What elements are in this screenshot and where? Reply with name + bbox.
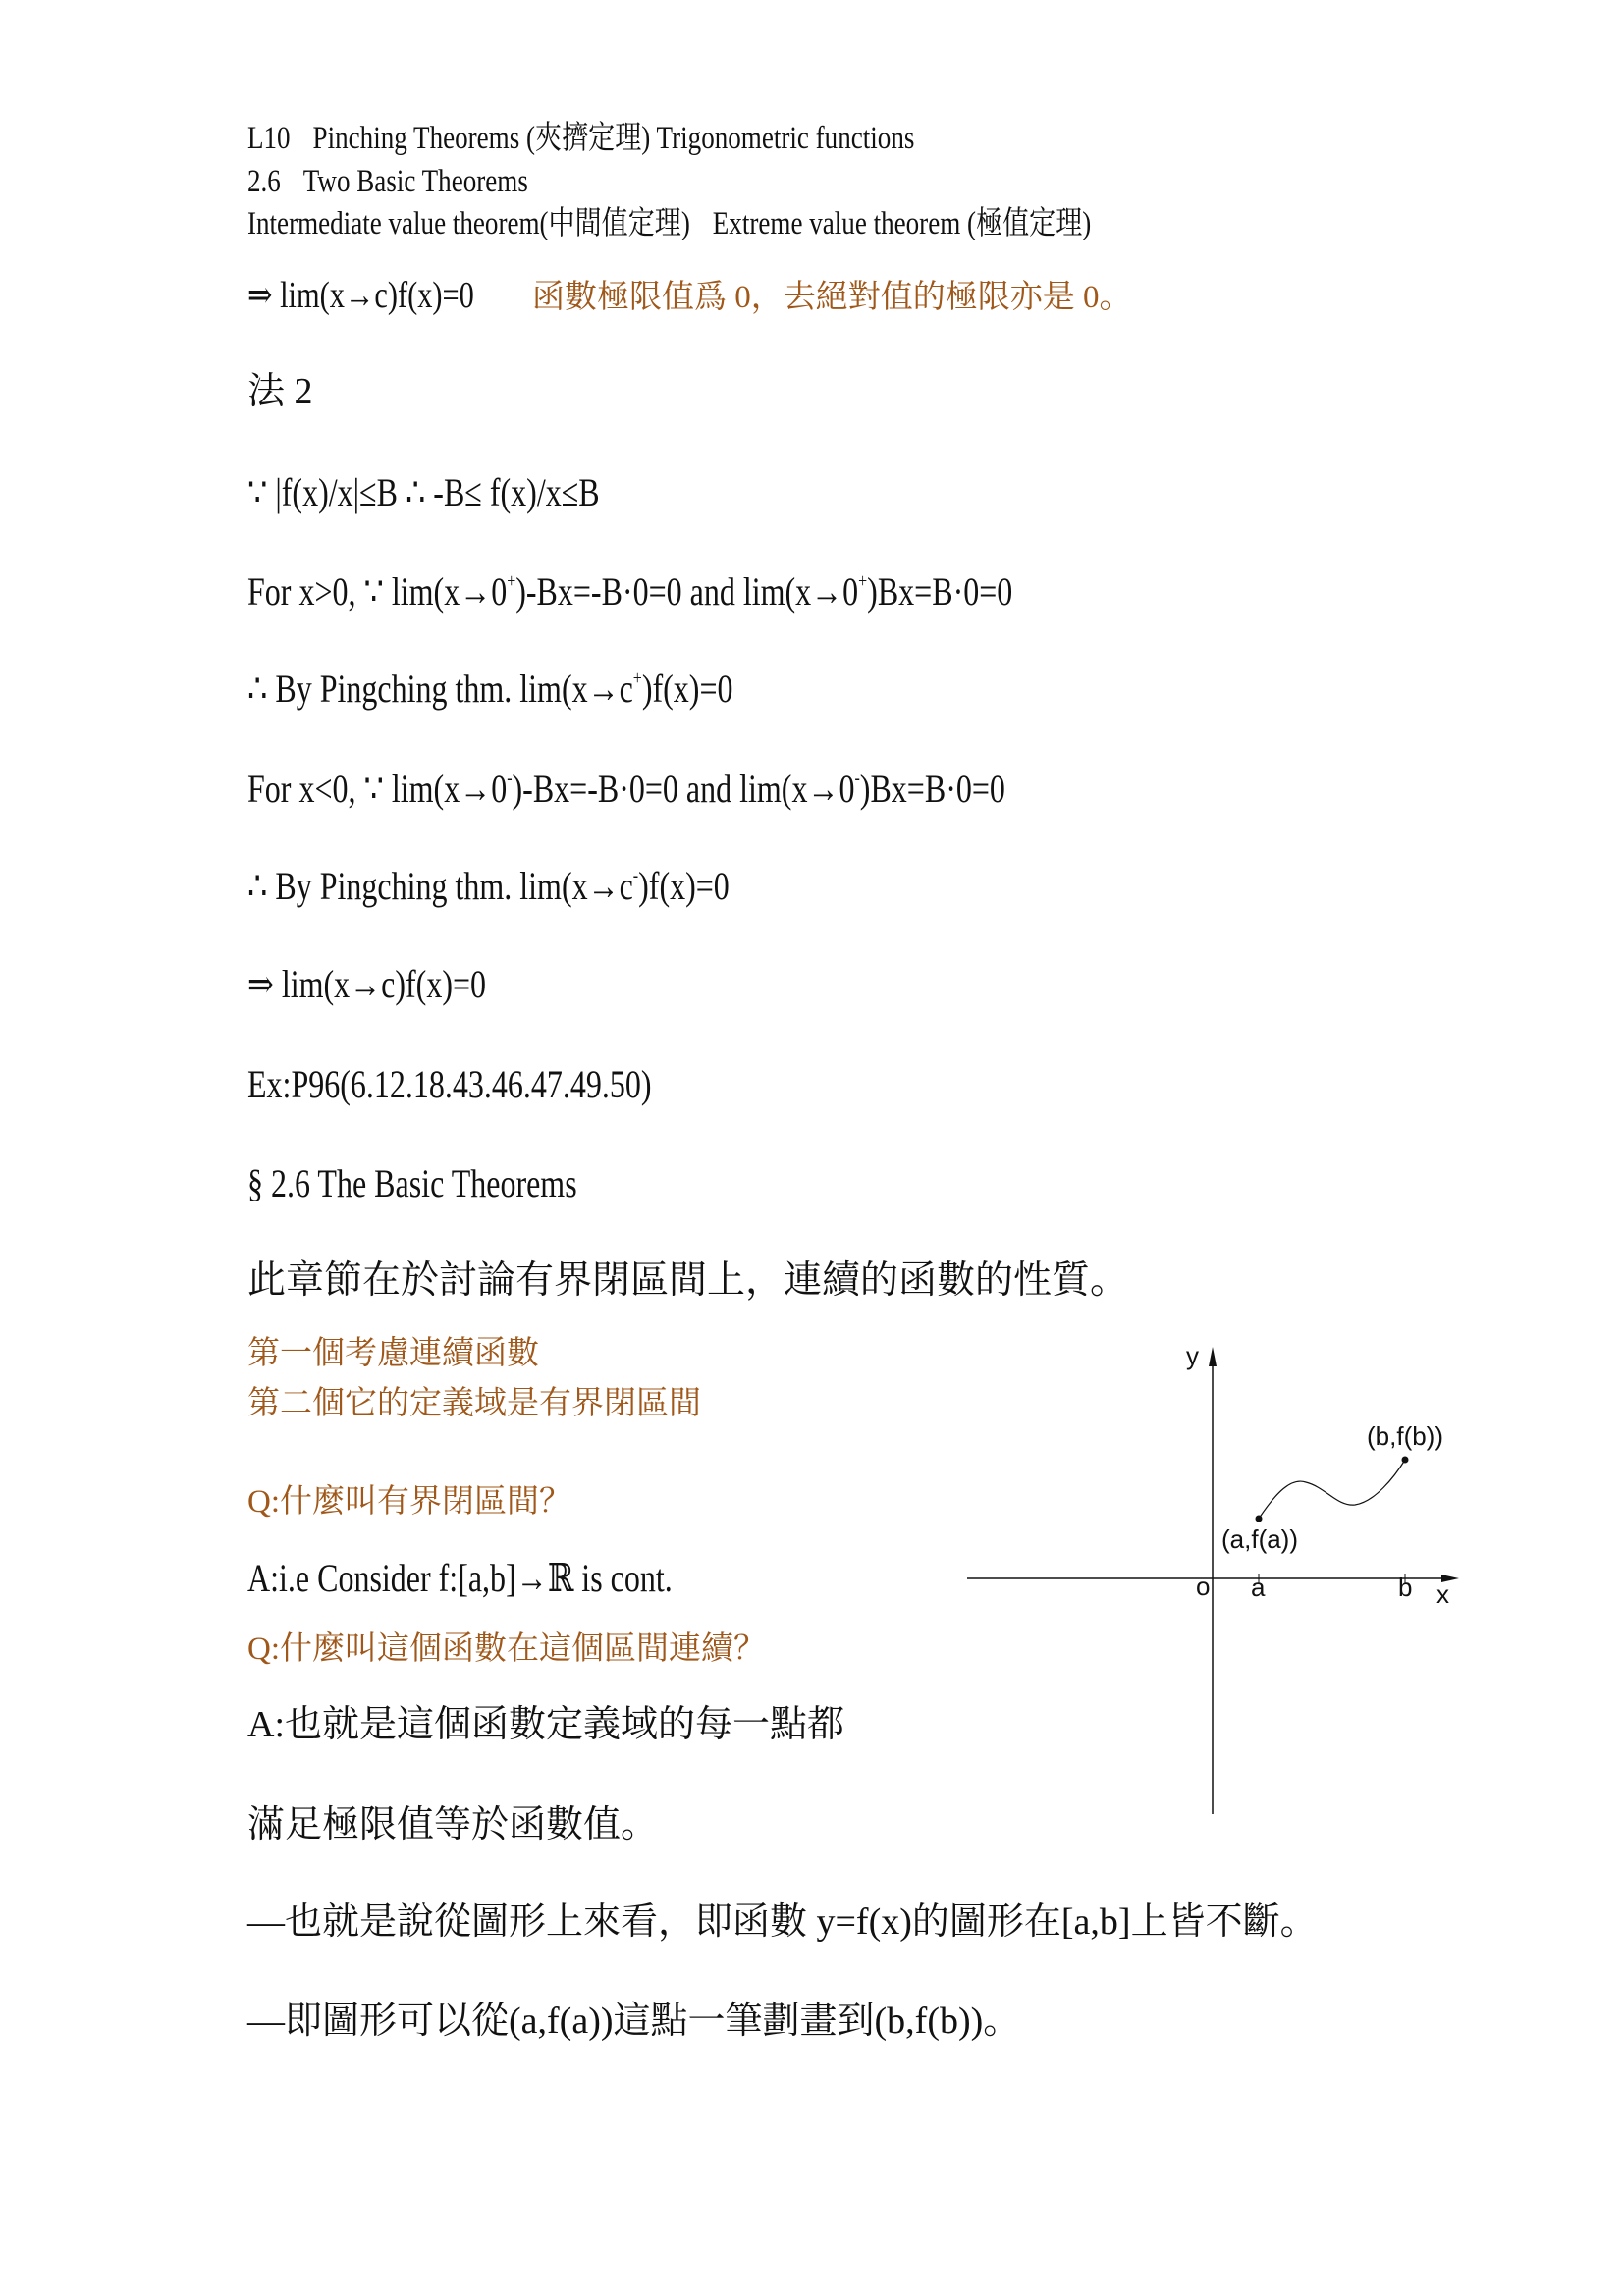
text-segment: For x>0, ∵ lim(x→0 xyxy=(247,569,508,614)
a-label: a xyxy=(1251,1573,1266,1602)
function-curve xyxy=(1259,1460,1405,1519)
point-a xyxy=(1256,1516,1263,1522)
text-segment: )-Bx=-B·0=0 and lim(x→0 xyxy=(515,569,859,614)
text-segment: )Bx=B·0=0 xyxy=(859,767,1005,811)
text-segment: ∴ By Pingching thm. lim(x→c xyxy=(247,864,633,908)
text-segment: - xyxy=(507,768,513,789)
text-segment: + xyxy=(858,570,868,592)
dash-note-1: —也就是說從圖形上來看，即函數 y=f(x)的圖形在[a,b]上皆不斷。 xyxy=(247,1901,1318,1943)
origin-label: o xyxy=(1196,1572,1211,1601)
y-axis-arrow-icon xyxy=(1209,1347,1217,1366)
text-segment: )f(x)=0 xyxy=(638,864,730,908)
b-label: b xyxy=(1398,1573,1413,1602)
point-a-label: (a,f(a)) xyxy=(1221,1524,1298,1554)
method-2: 法 2 xyxy=(247,371,313,412)
text-segment: + xyxy=(507,570,516,592)
section-heading: § 2.6 The Basic Theorems xyxy=(247,1161,577,1205)
text-segment: For x<0, ∵ lim(x→0 xyxy=(247,767,508,811)
answer-1: A:i.e Consider f:[a,b]→ℝ is cont. xyxy=(247,1556,673,1600)
intro: 此章節在於討論有界閉區間上，連續的函數的性質。 xyxy=(247,1259,1129,1302)
lecture-title: Pinching Theorems (夾擠定理) Trigonometric functions xyxy=(312,121,915,156)
text-segment: - xyxy=(632,865,639,886)
text-segment: ∴ By Pingching thm. lim(x→c xyxy=(247,667,633,711)
point-b xyxy=(1402,1457,1409,1464)
note-1: 第一個考慮連續函數 xyxy=(247,1336,539,1371)
evt-title: Extreme value theorem (極值定理) xyxy=(712,206,1092,241)
dash-note-2: —即圖形可以從(a,f(a))這點一筆劃畫到(b,f(b))。 xyxy=(247,2001,1021,2042)
answer-2-cont: 滿足極限值等於函數值。 xyxy=(247,1804,659,1845)
text-segment: )f(x)=0 xyxy=(641,667,733,711)
exercise: Ex:P96(6.12.18.43.46.47.49.50) xyxy=(247,1062,652,1106)
note-2: 第二個它的定義域是有界閉區間 xyxy=(247,1386,701,1421)
lecture-number: L10 xyxy=(247,121,291,156)
x-label: x xyxy=(1436,1579,1449,1609)
text-segment: + xyxy=(632,667,642,689)
conclusion-1-note: 函數極限值爲 0，去絕對值的極限亦是 0。 xyxy=(532,280,1132,315)
bound-line: ∵ |f(x)/x|≤B ∴ -B≤ f(x)/x≤B xyxy=(247,470,600,514)
question-2: Q:什麼叫這個函數在這個區間連續？ xyxy=(247,1631,766,1667)
section-number: 2.6 xyxy=(247,164,281,199)
ivt-title: Intermediate value theorem(中間值定理) xyxy=(247,206,690,241)
y-label: y xyxy=(1186,1341,1199,1370)
question-1: Q:什麼叫有界閉區間？ xyxy=(247,1484,571,1520)
text-segment: - xyxy=(854,768,860,789)
text-segment: )-Bx=-B·0=0 and lim(x→0 xyxy=(512,767,855,811)
section-title: Two Basic Theorems xyxy=(302,164,528,199)
conclusion-2: ⇒ lim(x→c)f(x)=0 xyxy=(247,962,487,1006)
text-segment: )Bx=B·0=0 xyxy=(867,569,1013,614)
point-b-label: (b,f(b)) xyxy=(1367,1421,1443,1451)
answer-2: A:也就是這個函數定義域的每一點都 xyxy=(247,1704,845,1745)
conclusion-1-math: ⇒ lim(x→c)f(x)=0 xyxy=(247,275,474,316)
